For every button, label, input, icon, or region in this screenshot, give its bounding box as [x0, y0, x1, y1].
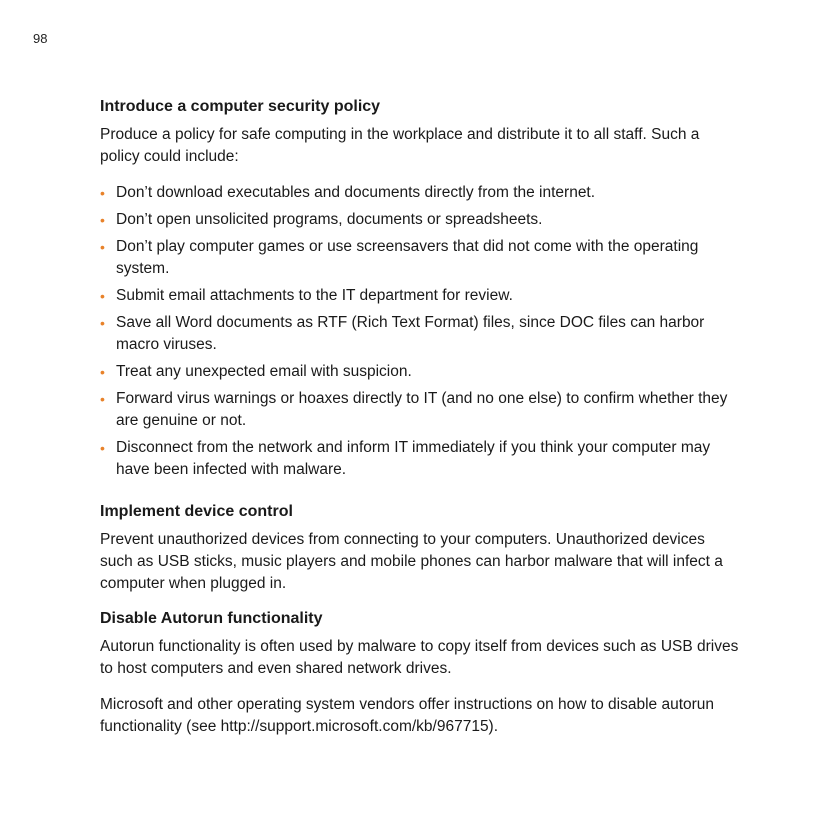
bullet-icon: •: [100, 315, 105, 331]
list-item-text: Treat any unexpected email with suspicion.: [116, 363, 412, 380]
list-item: [100, 388, 740, 432]
section-body-2: Microsoft and other operating system vendors offer instructions on how to disable autorun functionality (see http://support.microsoft.com/kb/967715).: [100, 696, 715, 735]
bullet-icon: •: [100, 288, 105, 304]
list-item-text: Submit email attachments to the IT department for review.: [116, 287, 513, 304]
section-heading: Implement device control: [100, 503, 293, 520]
bullet-icon: •: [100, 239, 105, 255]
section-heading: Disable Autorun functionality: [100, 610, 323, 627]
section-body: Autorun functionality is often used by malware to copy itself from devices such as USB drives to host computers and even shared network drives.: [100, 638, 739, 677]
policy-list: [100, 182, 740, 481]
section-intro: Produce a policy for safe computing in the workplace and distribute it to all staff. Such a policy could include:: [100, 126, 700, 165]
list-item: [100, 236, 740, 280]
bullet-icon: •: [100, 364, 105, 380]
list-item-text: Don’t download executables and documents directly from the internet.: [116, 184, 596, 201]
list-item-text: Disconnect from the network and inform IT immediately if you think your computer may have been infected with malware.: [116, 439, 711, 478]
page-number: 98: [33, 31, 48, 46]
bullet-icon: •: [100, 391, 105, 407]
list-item: [100, 182, 740, 204]
list-item: [100, 285, 740, 307]
list-item: [100, 361, 740, 383]
list-item-text: Forward virus warnings or hoaxes directly to IT (and no one else) to confirm whether they are genuine or not.: [116, 390, 728, 429]
section-body: Prevent unauthorized devices from connecting to your computers. Unauthorized devices such as USB sticks, music players and mobile phones can harbor malware that will infect a computer when plugged in.: [100, 531, 723, 592]
bullet-icon: •: [100, 185, 105, 201]
section-security-policy: [100, 96, 740, 481]
section-autorun: [100, 608, 740, 738]
document-body: [100, 96, 740, 752]
section-heading: Introduce a computer security policy: [100, 98, 381, 115]
list-item-text: Save all Word documents as RTF (Rich Text Format) files, since DOC files can harbor macro viruses.: [116, 314, 705, 353]
section-device-control: [100, 501, 740, 595]
bullet-icon: •: [100, 440, 105, 456]
list-item-text: Don’t play computer games or use screensavers that did not come with the operating system.: [116, 238, 699, 277]
list-item: [100, 312, 740, 356]
list-item: [100, 437, 740, 481]
bullet-icon: •: [100, 212, 105, 228]
list-item-text: Don’t open unsolicited programs, documents or spreadsheets.: [116, 211, 543, 228]
list-item: [100, 209, 740, 231]
